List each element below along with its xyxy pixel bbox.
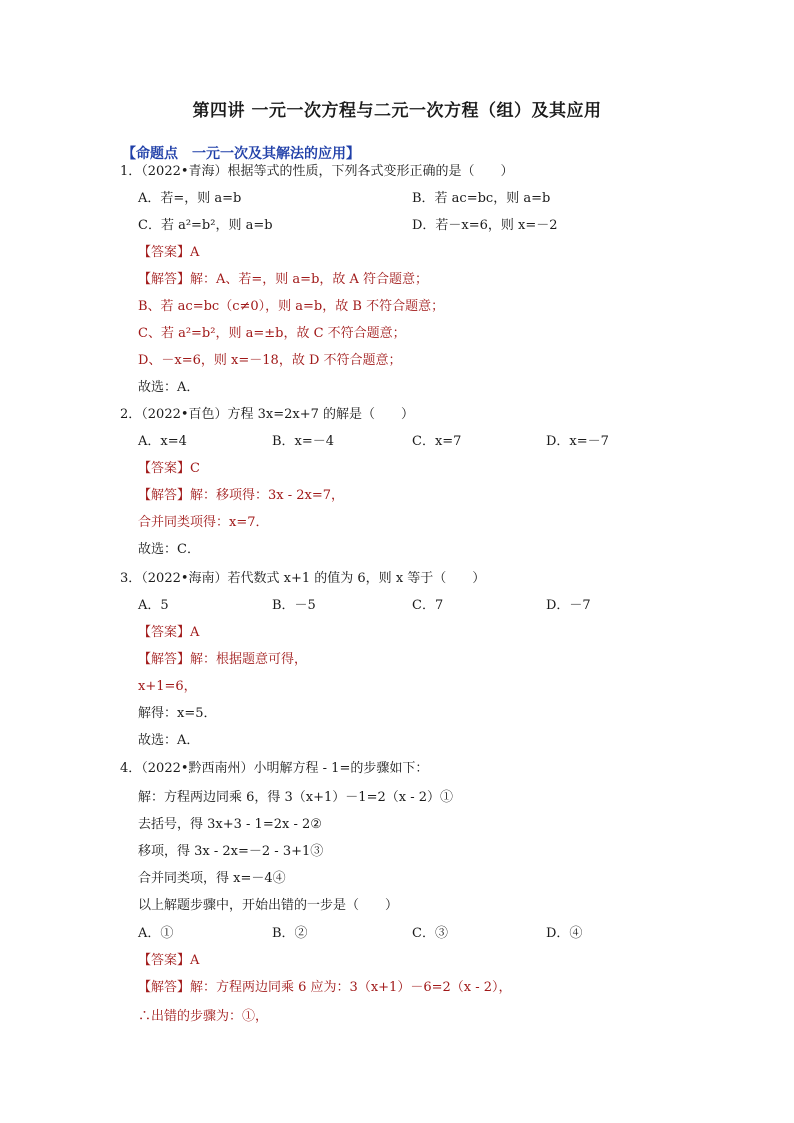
question-1-answer <box>138 244 199 262</box>
solution-label: 【解答】 <box>138 488 191 503</box>
solution-text: 解：移项得：3x - 2x=7， <box>190 488 345 503</box>
question-4-step-3: 移项，得 3x - 2x=－2 - 3+1③ <box>138 844 324 859</box>
question-4-option-b: B．② <box>272 926 308 941</box>
question-2-stem: 2．（2022•百色）方程 3x=2x+7 的解是（ ） <box>120 407 415 422</box>
question-4-solution-1 <box>138 979 512 997</box>
question-1-solution-4: D、－x=6，则 x=－18，故 D 不符合题意； <box>138 353 402 368</box>
question-3-solution-1 <box>138 651 307 669</box>
question-1-option-a: A．若=，则 a=b <box>138 191 242 206</box>
question-1-choose: 故选：A． <box>138 380 200 395</box>
answer-label: 【答案】 <box>138 461 191 476</box>
question-3-solution-2: x+1=6， <box>138 679 197 694</box>
question-1-option-b: B．若 ac=bc，则 a=b <box>412 191 551 206</box>
question-2-choose: 故选：C． <box>138 542 200 557</box>
question-3-option-a: A．5 <box>138 598 169 613</box>
question-3-choose: 故选：A． <box>138 733 200 748</box>
question-3-option-c: C．7 <box>412 598 444 613</box>
question-2-solution-1 <box>138 487 344 505</box>
answer-label: 【答案】 <box>138 245 191 260</box>
question-2-option-c: C．x=7 <box>412 434 462 449</box>
solution-text: 解：A、若=，则 a=b，故 A 符合题意； <box>190 272 429 287</box>
section-heading: 【命题点 一元一次及其解法的应用】 <box>122 146 360 162</box>
question-3-answer <box>138 624 199 642</box>
question-3-stem: 3．（2022•海南）若代数式 x+1 的值为 6，则 x 等于（ ） <box>120 571 486 586</box>
solution-label: 【解答】 <box>138 652 191 667</box>
question-4-option-c: C．③ <box>412 926 448 941</box>
question-4-solution-2: ∴出错的步骤为：①， <box>138 1009 269 1024</box>
answer-value: A <box>190 245 200 260</box>
question-4-option-d: D．④ <box>546 926 583 941</box>
question-3-solution-3 <box>138 705 217 723</box>
question-4-ask: 以上解题步骤中，开始出错的一步是（ ） <box>138 898 399 913</box>
solution-text: 解：根据题意可得， <box>190 652 308 667</box>
question-4-answer <box>138 952 199 970</box>
solution-text: 解得：x=5． <box>138 706 217 721</box>
question-1-stem: 1．（2022•青海）根据等式的性质，下列各式变形正确的是（ ） <box>120 164 514 179</box>
solution-label: 【解答】 <box>138 980 191 995</box>
question-4-step-1: 解：方程两边同乘 6，得 3（x+1）－1=2（x - 2）① <box>138 790 453 805</box>
solution-label: 【解答】 <box>138 272 191 287</box>
answer-value: A <box>190 953 200 968</box>
question-2-solution-2: 合并同类项得：x=7． <box>138 515 269 530</box>
question-2-answer <box>138 460 200 478</box>
answer-value: A <box>190 625 200 640</box>
question-3-option-d: D．－7 <box>546 598 591 613</box>
question-1-option-c: C．若 a²=b²，则 a=b <box>138 218 273 233</box>
question-2-option-b: B．x=－4 <box>272 434 335 449</box>
question-4-step-4: 合并同类项，得 x=－4④ <box>138 871 286 886</box>
question-1-solution-2: B、若 ac=bc（c≠0），则 a=b，故 B 不符合题意； <box>138 299 445 314</box>
question-2-option-a: A．x=4 <box>138 434 187 449</box>
question-3-option-b: B．－5 <box>272 598 316 613</box>
question-1-solution-1 <box>138 271 428 289</box>
question-4-step-2: 去括号，得 3x+3 - 1=2x - 2② <box>138 817 322 832</box>
page-title: 第四讲 一元一次方程与二元一次方程（组）及其应用 <box>192 101 602 121</box>
question-4-option-a: A．① <box>138 926 174 941</box>
answer-label: 【答案】 <box>138 625 191 640</box>
question-4-stem: 4．（2022•黔西南州）小明解方程 - 1=的步骤如下： <box>120 761 429 776</box>
solution-text: 解：方程两边同乘 6 应为：3（x+1）－6=2（x - 2）， <box>190 980 512 995</box>
question-1-solution-3: C、若 a²=b²，则 a=±b，故 C 不符合题意； <box>138 326 406 341</box>
question-2-option-d: D．x=－7 <box>546 434 609 449</box>
answer-label: 【答案】 <box>138 953 191 968</box>
answer-value: C <box>190 461 200 476</box>
question-1-option-d: D．若－x=6，则 x=－2 <box>412 218 558 233</box>
